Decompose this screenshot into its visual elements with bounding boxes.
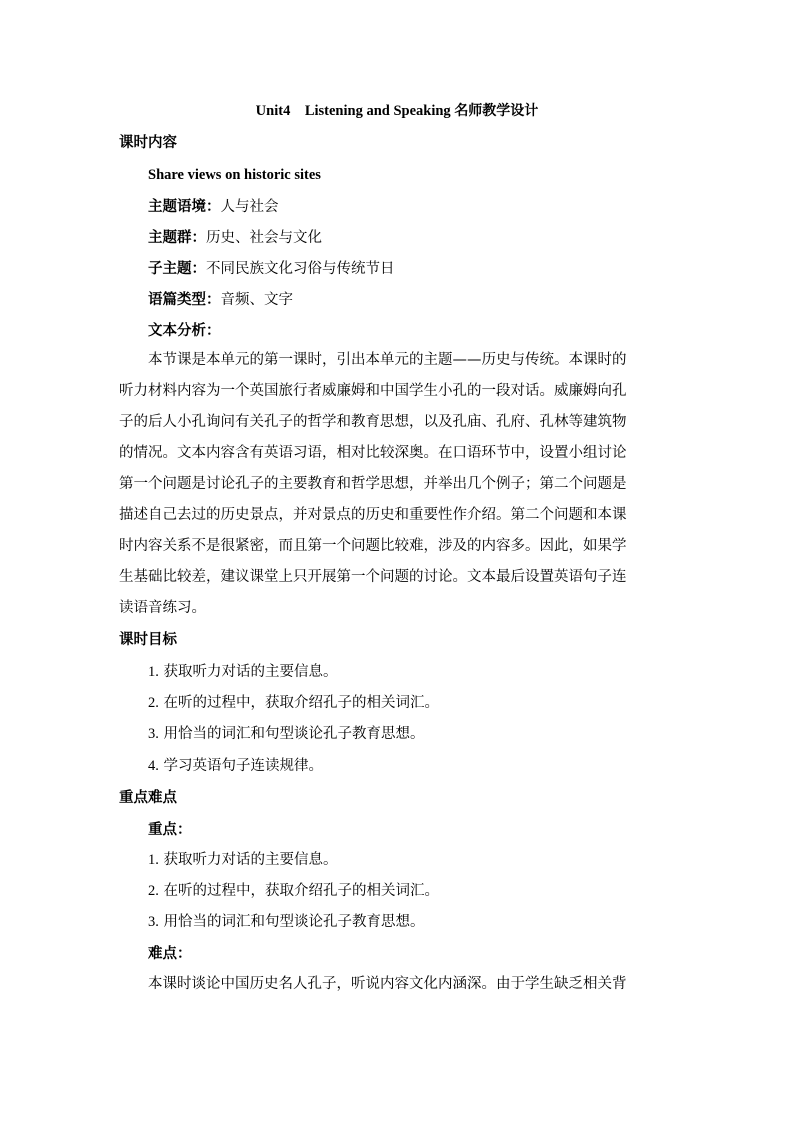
objective-text: 用恰当的词汇和句型谈论孔子教育思想。 [163,726,425,742]
text-analysis-label [148,320,221,341]
text-analysis-label-text: 文本分析： [148,323,221,339]
key-point-text: 在听的过程中，获取介绍孔子的相关词汇。 [163,883,439,899]
analysis-line: 读语音练习。 [119,600,206,616]
key-point-number: 3. [148,914,159,930]
content-heading: 课时内容 [119,135,177,151]
key-point-item [148,881,439,901]
theme-context-label: 主题语境： [148,199,221,215]
text-type-line [148,289,293,310]
key-point-item [148,850,337,870]
theme-group-line [148,227,322,248]
analysis-line: 时内容关系不是很紧密，而且第一个问题比较难，涉及的内容多。因此，如果学 [119,538,627,554]
difficult-line: 本课时谈论中国历史名人孔子，听说内容文化内涵深。由于学生缺乏相关背 [148,976,627,992]
analysis-line: 描述自己去过的历史景点，并对景点的历史和重要性作介绍。第二个问题和本课 [119,507,627,523]
key-point-text: 用恰当的词汇和句型谈论孔子教育思想。 [163,914,425,930]
objective-item [148,662,337,682]
objective-text: 在听的过程中，获取介绍孔子的相关词汇。 [163,695,439,711]
title-english: Unit4 Listening and Speaking [255,103,451,119]
document-title [0,101,794,121]
objective-text: 获取听力对话的主要信息。 [163,664,338,680]
objective-item [148,693,439,713]
objective-number: 1. [148,664,159,680]
theme-group-value: 历史、社会与文化 [206,230,322,246]
key-point-number: 2. [148,883,159,899]
key-point-item [148,912,424,932]
sub-theme-value: 不同民族文化习俗与传统节日 [206,261,395,277]
theme-group-label: 主题群： [148,230,206,246]
objectives-heading: 课时目标 [119,632,177,648]
objective-text: 学习英语句子连读规律。 [163,758,323,774]
difficult-label-text: 难点： [148,946,192,962]
key-points-label-text: 重点： [148,822,192,838]
topic-line: Share views on historic sites [148,167,321,183]
objective-number: 3. [148,726,159,742]
text-type-value: 音频、文字 [220,292,293,308]
analysis-line: 听力材料内容为一个英国旅行者威廉姆和中国学生小孔的一段对话。威廉姆向孔 [119,383,627,399]
analysis-line: 的情况。文本内容含有英语习语，相对比较深奥。在口语环节中，设置小组讨论 [119,445,627,461]
theme-context-value: 人与社会 [220,199,279,215]
key-difficult-heading: 重点难点 [119,790,177,806]
analysis-line: 本节课是本单元的第一课时，引出本单元的主题——历史与传统。本课时的 [148,352,627,368]
title-chinese: 名师教学设计 [454,103,539,119]
key-point-text: 获取听力对话的主要信息。 [163,852,338,868]
text-type-label: 语篇类型： [148,292,221,308]
analysis-line: 子的后人小孔询问有关孔子的哲学和教育思想，以及孔庙、孔府、孔林等建筑物 [119,414,627,430]
analysis-line: 第一个问题是讨论孔子的主要教育和哲学思想，并举出几个例子；第二个问题是 [119,476,627,492]
analysis-line: 生基础比较差，建议课堂上只开展第一个问题的讨论。文本最后设置英语句子连 [119,569,627,585]
objective-item [148,756,323,776]
objective-number: 2. [148,695,159,711]
key-points-label [148,819,192,840]
key-point-number: 1. [148,852,159,868]
difficult-label [148,943,192,964]
theme-context-line [148,196,279,217]
objective-item [148,724,424,744]
sub-theme-line [148,258,395,279]
sub-theme-label: 子主题： [148,261,206,277]
objective-number: 4. [148,758,159,774]
